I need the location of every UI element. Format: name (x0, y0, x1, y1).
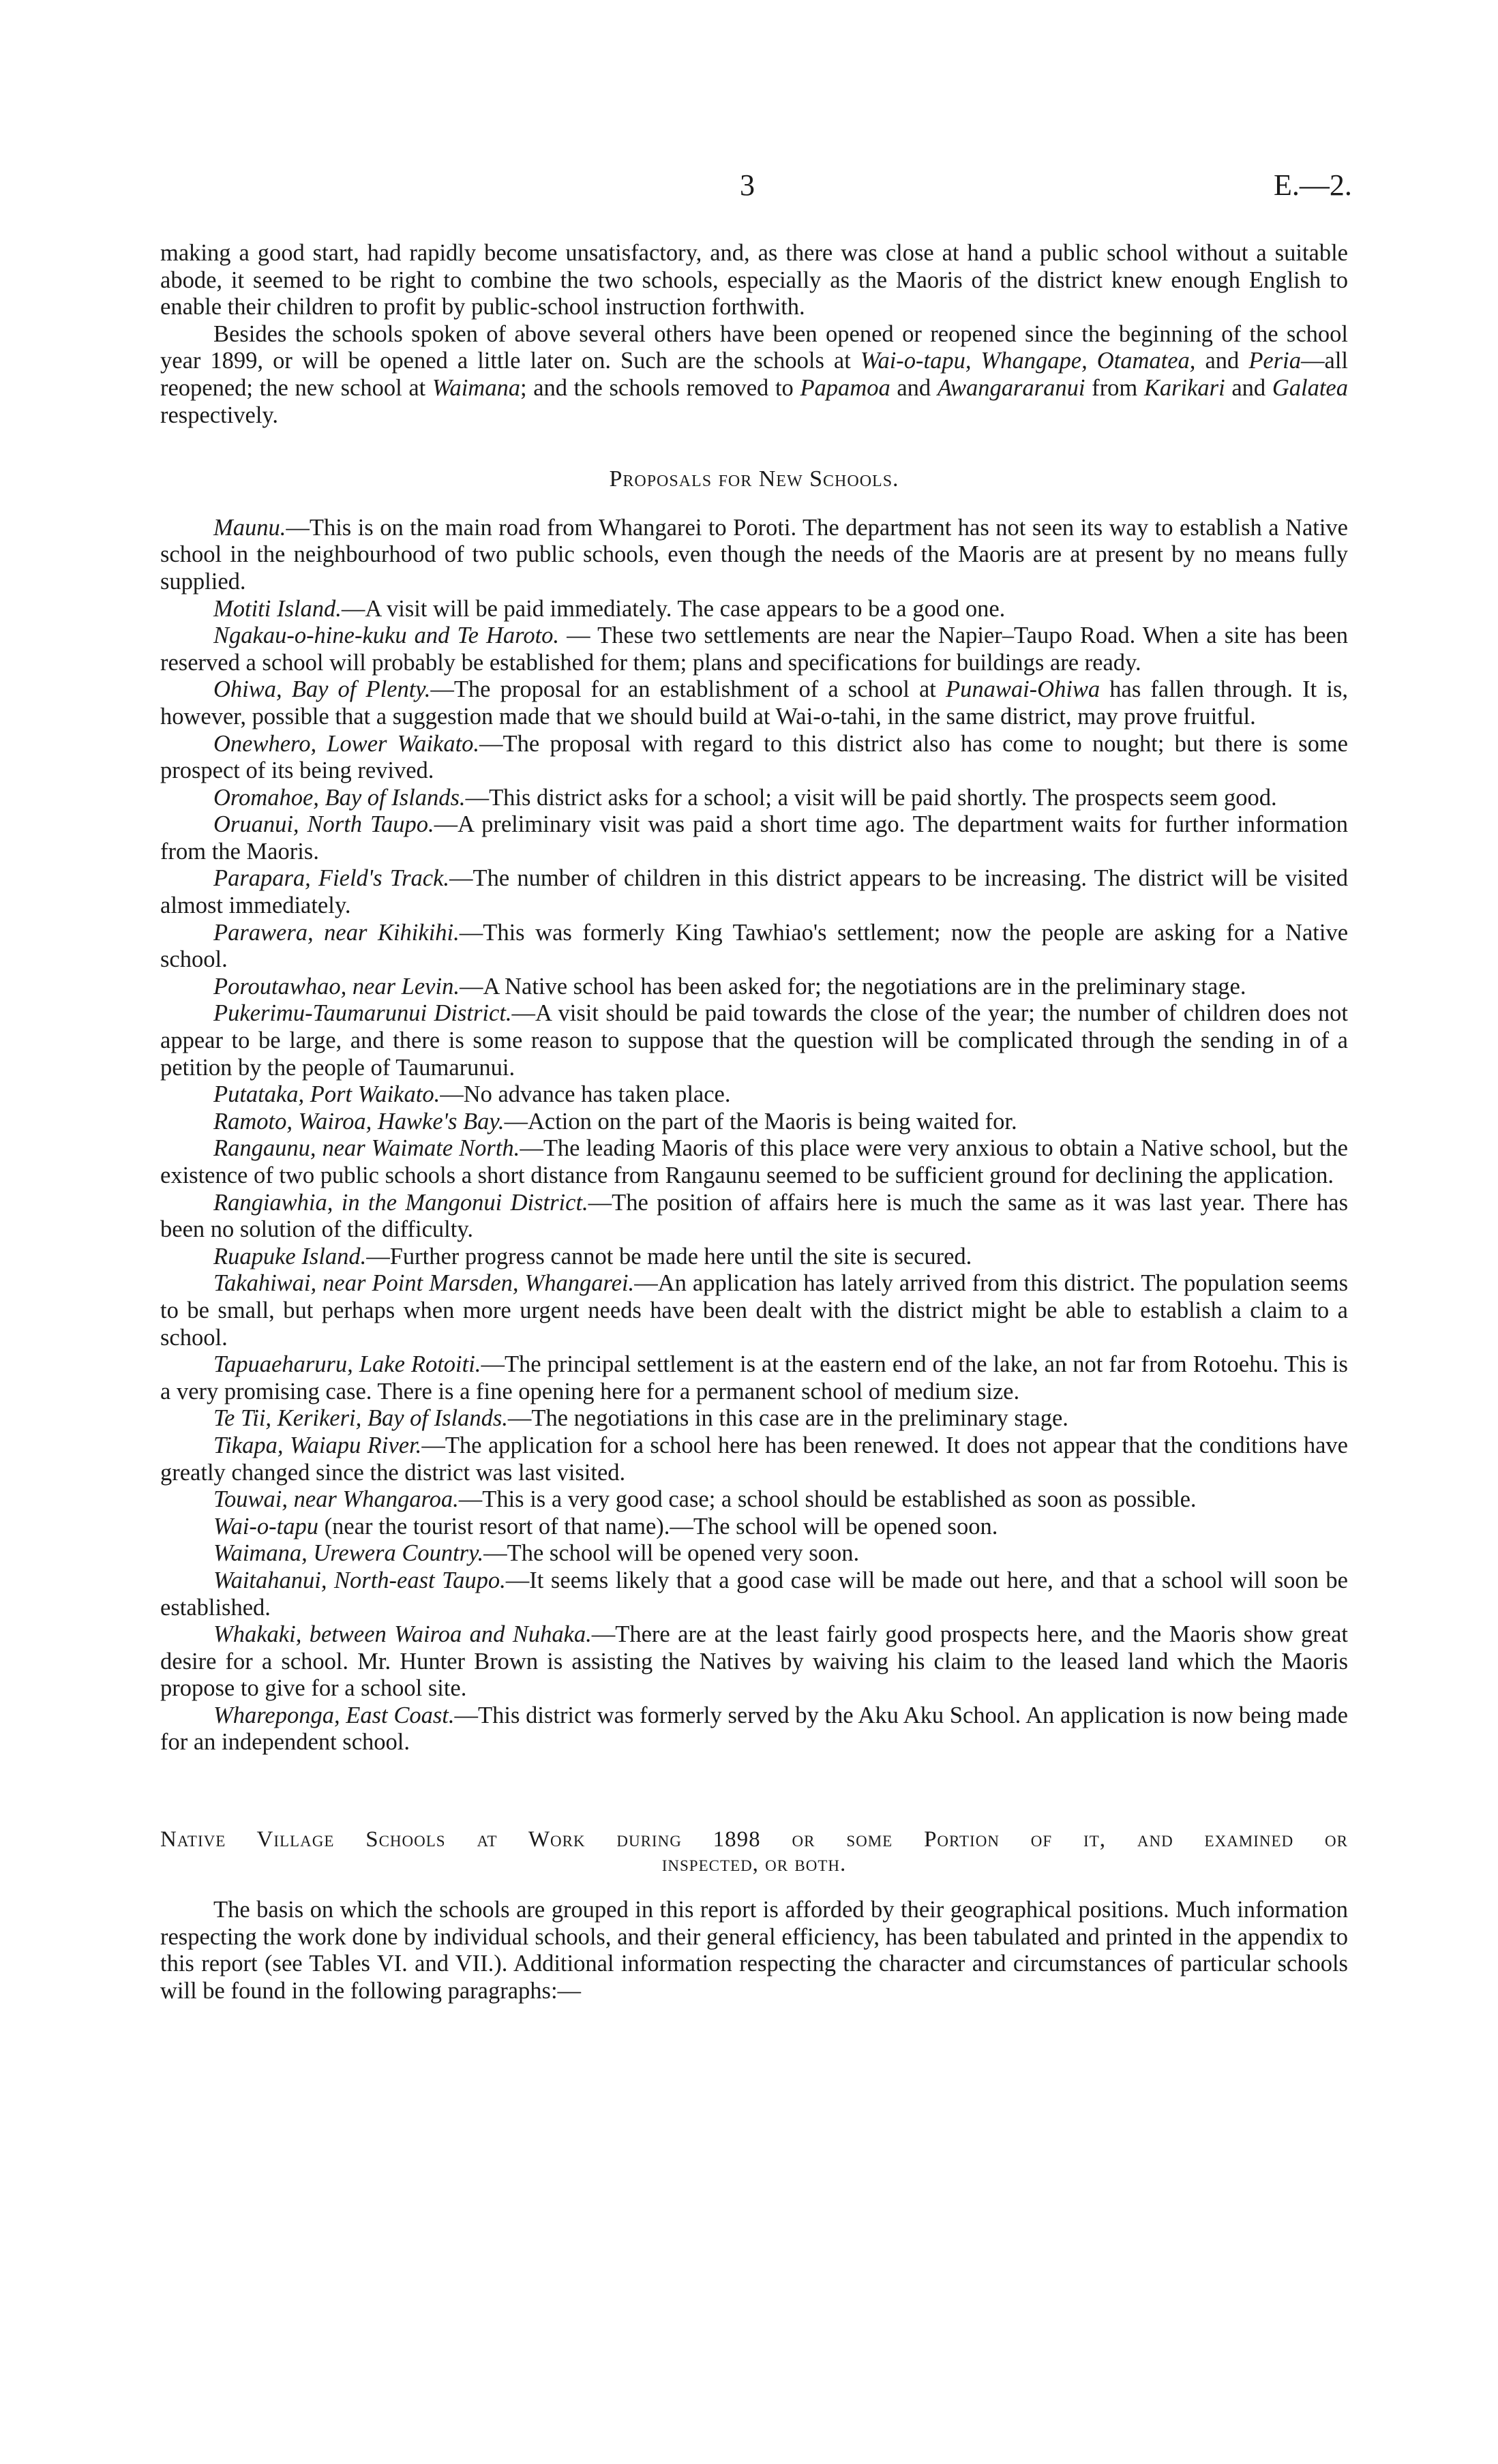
proposal-entry: Rangaunu, near Waimate North.—The leading Maoris of this place were very anxious to obtain a Native school, but the existence of two public schools a short distance from Rangaunu seemed to be sufficient ground for declining the application. (160, 1135, 1348, 1188)
intro-paragraph-1: making a good start, had rapidly become unsatisfactory, and, as there was close at hand a public school without a suitable abode, it seemed to be right to combine the two schools, especially as the Maoris of the district knew enough English to enable their children to profit by public-school instruction forthwith. (160, 240, 1348, 320)
proposals-heading: Proposals for New Schools. (609, 466, 899, 492)
proposal-entry: Touwai, near Whangaroa.—This is a very good case; a school should be established as soon as possible. (213, 1486, 1197, 1513)
proposal-entry: Onewhero, Lower Waikato.—The proposal with regard to this district also has come to nought; but there is some prospect of its being revived. (160, 730, 1348, 784)
proposal-entry: Whareponga, East Coast.—This district was formerly served by the Aku Aku School. An application is now being made for an independent school. (160, 1702, 1348, 1756)
proposal-entry: Ramoto, Wairoa, Hawke's Bay.—Action on the part of the Maoris is being waited for. (213, 1108, 1017, 1135)
document-reference: E.—2. (1274, 168, 1352, 202)
village-schools-paragraph: The basis on which the schools are grouped in this report is afforded by their geographical positions. Much information respecting the work done by individual schools, and their general efficiency, has been tabulated and printed in the appendix to this report (see Tables VI. and VII.). Additional information respecting the character and circumstances of particular schools will be found in the following paragraphs:— (160, 1897, 1348, 2004)
proposal-entry: Te Tii, Kerikeri, Bay of Islands.—The negotiations in this case are in the preliminary stage. (213, 1405, 1068, 1432)
proposal-entry: Putataka, Port Waikato.—No advance has taken place. (213, 1081, 731, 1108)
proposal-entry: Whakaki, between Wairoa and Nuhaka.—There are at the least fairly good prospects here, and the Maoris show great desire for a school. Mr. Hunter Brown is assisting the Natives by waiving his claim to the leased land which the Maoris propose to give for a school site. (160, 1621, 1348, 1702)
proposal-entry: Tikapa, Waiapu River.—The application for a school here has been renewed. It does not appear that the conditions have greatly changed since the district was last visited. (160, 1432, 1348, 1486)
proposal-entry: Parapara, Field's Track.—The number of children in this district appears to be increasing. The district will be visited almost immediately. (160, 865, 1349, 919)
proposal-entry: Parawera, near Kihikihi.—This was formerly King Tawhiao's settlement; now the people are asking for a Native school. (160, 919, 1349, 973)
document-body (160, 240, 1348, 2004)
proposal-entry: Poroutawhao, near Levin.—A Native school has been asked for; the negotiations are in the preliminary stage. (213, 973, 1246, 1000)
proposal-entry: Maunu.—This is on the main road from Whangarei to Poroti. The department has not seen its way to establish a Native school in the neighbourhood of two public schools, even though the needs of the Maoris are at present by no means fully supplied. (160, 514, 1348, 595)
village-schools-heading: Native Village Schools at Work during 1898 or some Portion of it, and examined or inspected, or both. (160, 1827, 1348, 1877)
proposal-entry: Rangiawhia, in the Mangonui District.—The position of affairs here is much the same as it was last year. There has been no solution of the difficulty. (160, 1189, 1348, 1243)
proposal-entry: Motiti Island.—A visit will be paid immediately. The case appears to be a good one. (213, 595, 1006, 622)
proposal-entry: Wai-o-tapu (near the tourist resort of that name).—The school will be opened soon. (213, 1513, 998, 1539)
proposal-entry: Ruapuke Island.—Further progress cannot be made here until the site is secured. (213, 1243, 972, 1269)
proposal-entry: Waimana, Urewera Country.—The school will be opened very soon. (213, 1540, 860, 1567)
proposal-entry: Oruanui, North Taupo.—A preliminary visit was paid a short time ago. The department waits for further information from the Maoris. (160, 811, 1349, 865)
proposal-entry: Waitahanui, North-east Taupo.—It seems likely that a good case will be made out here, and that a school will soon be established. (160, 1567, 1348, 1621)
proposal-entry: Ohiwa, Bay of Plenty.—The proposal for an establishment of a school at Punawai-Ohiwa has fallen through. It is, however, possible that a suggestion made that we should build at Wai-o-tahi, in the same district, may prove fruitful. (160, 676, 1349, 730)
page-number: 3 (740, 168, 755, 202)
proposal-entry: Pukerimu-Taumarunui District.—A visit should be paid towards the close of the year; the number of children does not appear to be large, and there is some reason to suppose that the question will be complicated through the sending in of a petition by the people of Taumarunui. (160, 1000, 1349, 1081)
proposal-entry: Ngakau-o-hine-kuku and Te Haroto. — These two settlements are near the Napier–Taupo Road. When a site has been reserved a school will probably be established for them; plans and specifications for buildings are ready. (160, 622, 1348, 676)
proposal-entry: Oromahoe, Bay of Islands.—This district asks for a school; a visit will be paid shortly. The prospects seem good. (213, 784, 1277, 811)
intro-paragraph-2: Besides the schools spoken of above several others have been opened or reopened since the beginning of the school year 1899, or will be opened a little later on. Such are the schools at Wai-o-tapu, Whangape, Otamatea, and Peria—all reopened; the new school at Waimana; and the schools removed to Papamoa and Awangararanui from Karikari and Galatea respectively. (160, 320, 1348, 428)
proposal-entry: Takahiwai, near Point Marsden, Whangarei.—An application has lately arrived from this district. The population seems to be small, but perhaps when more urgent needs have been dealt with the district might be able to establish a claim to a school. (160, 1270, 1348, 1351)
proposal-entry: Tapuaeharuru, Lake Rotoiti.—The principal settlement is at the eastern end of the lake, an not far from Rotoehu. This is a very promising case. There is a fine opening here for a permanent school of medium size. (160, 1351, 1348, 1404)
